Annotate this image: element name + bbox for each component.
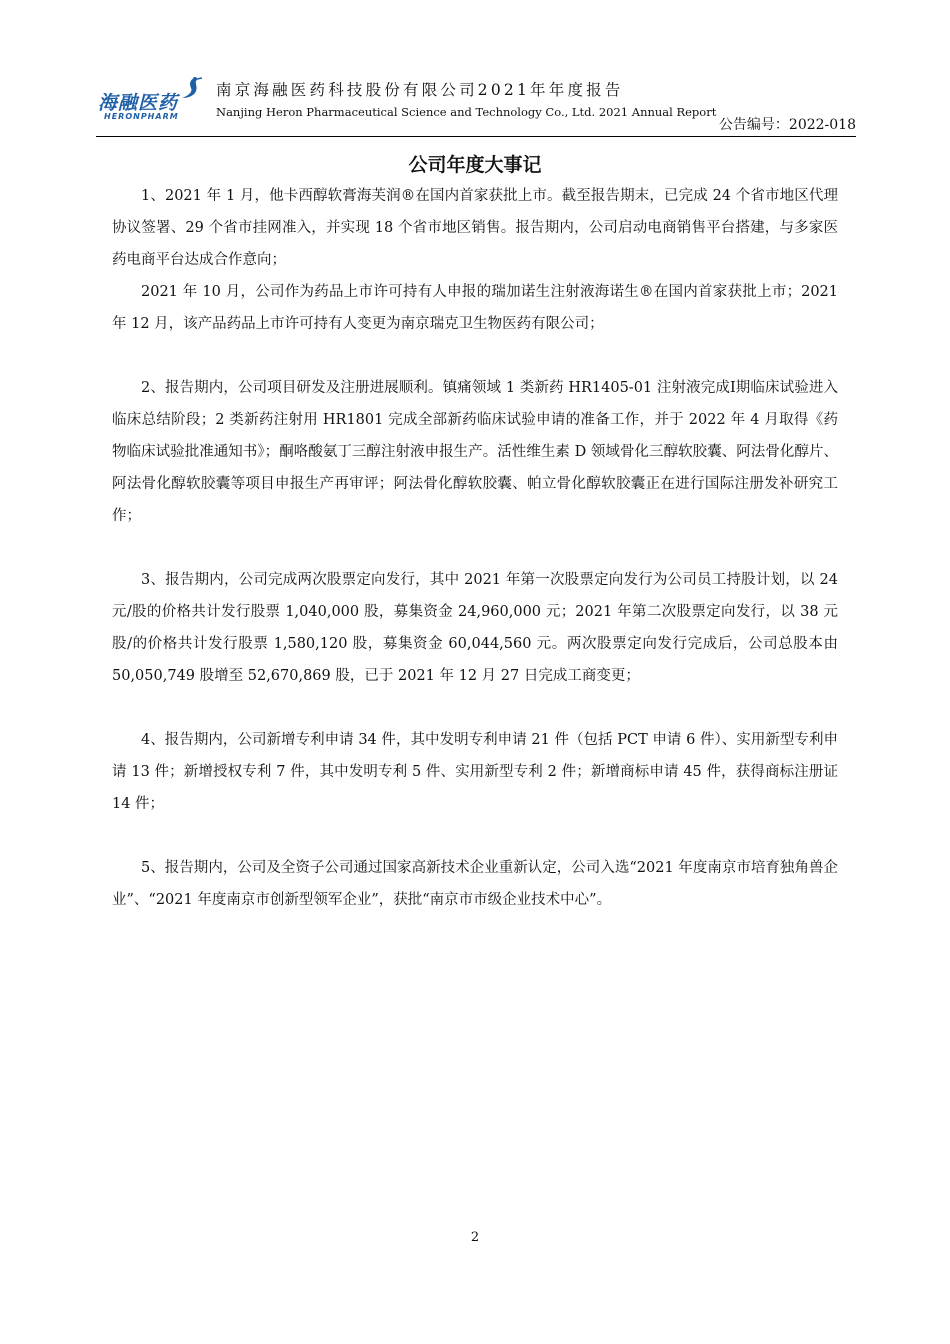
header-divider — [96, 136, 856, 137]
page-number: 2 — [470, 1230, 480, 1245]
paragraph-gap — [112, 692, 838, 724]
page-title: 公司年度大事记 — [408, 154, 542, 176]
report-title-en: Nanjing Heron Pharmaceutical Science and Technology Co., Ltd. 2021 Annual Report — [216, 105, 717, 119]
event-paragraph: 5、报告期内，公司及全资子公司通过国家高新技术企业重新认定，公司入选“2021 年度南京市培育独角兽企业”、“2021 年度南京市创新型领军企业”，获批“南京市市级企业技术中心”。 — [112, 860, 838, 908]
paragraph-gap — [112, 340, 838, 372]
event-paragraph: 2、报告期内，公司项目研发及注册进展顺利。镇痛领域 1 类新药 HR1405-01 注射液完成I期临床试验进入临床总结阶段；2 类新药注射用 HR1801 完成全部新药临床试验申请的准备工作，并于 2022 年 4 月取得《药物临床试验批准通知书》；酮咯酸氨丁三醇注射液申报生产。活性维生素 D 领域骨化三醇软胶囊、阿法骨化醇片、阿法骨化醇软胶囊等项目申报生产再审评；阿法骨化醇软胶囊、帕立骨化醇软胶囊正在进行国际注册发补研究工作； — [112, 380, 838, 524]
event-paragraph: 4、报告期内，公司新增专利申请 34 件，其中发明专利申请 21 件（包括 PCT 申请 6 件）、实用新型专利申请 13 件；新增授权专利 7 件，其中发明专利 5 件、实用新型专利 2 件；新增商标申请 45 件，获得商标注册证 14 件； — [112, 732, 838, 812]
logo-text-cn: 海融医药 — [98, 92, 179, 114]
heron-icon — [176, 76, 202, 116]
event-paragraph: 2021 年 10 月，公司作为药品上市许可持有人申报的瑞加诺生注射液海诺生®在国内首家获批上市；2021 年 12 月，该产品药品上市许可持有人变更为南京瑞克卫生物医药有限公司； — [112, 284, 838, 332]
announcement-number: 公告编号：2022-018 — [718, 117, 856, 133]
logo-text-en: HERONPHARM — [104, 112, 179, 121]
report-title-cn: 南京海融医药科技股份有限公司2021年年度报告 — [216, 81, 624, 99]
event-paragraph: 1、2021 年 1 月，他卡西醇软膏海芙润®在国内首家获批上市。截至报告期末，已完成 24 个省市地区代理协议签署、29 个省市挂网准入，并实现 18 个省市地区销售。报告期内，公司启动电商销售平台搭建，与多家医药电商平台达成合作意向； — [112, 188, 838, 268]
events-body — [112, 180, 838, 916]
company-logo — [96, 76, 206, 126]
report-header — [96, 70, 856, 136]
paragraph-gap — [112, 532, 838, 564]
event-paragraph: 3、报告期内，公司完成两次股票定向发行，其中 2021 年第一次股票定向发行为公司员工持股计划，以 24 元/股的价格共计发行股票 1,040,000 股，募集资金 24,960,000 元；2021 年第二次股票定向发行，以 38 元股/的价格共计发行股票 1,580,120 股，募集资金 60,044,560 元。两次股票定向发行完成后，公司总股本由 50,050,749 股增至 52,670,869 股，已于 2021 年 12 月 27 日完成工商变更； — [112, 572, 838, 684]
paragraph-gap — [112, 820, 838, 852]
